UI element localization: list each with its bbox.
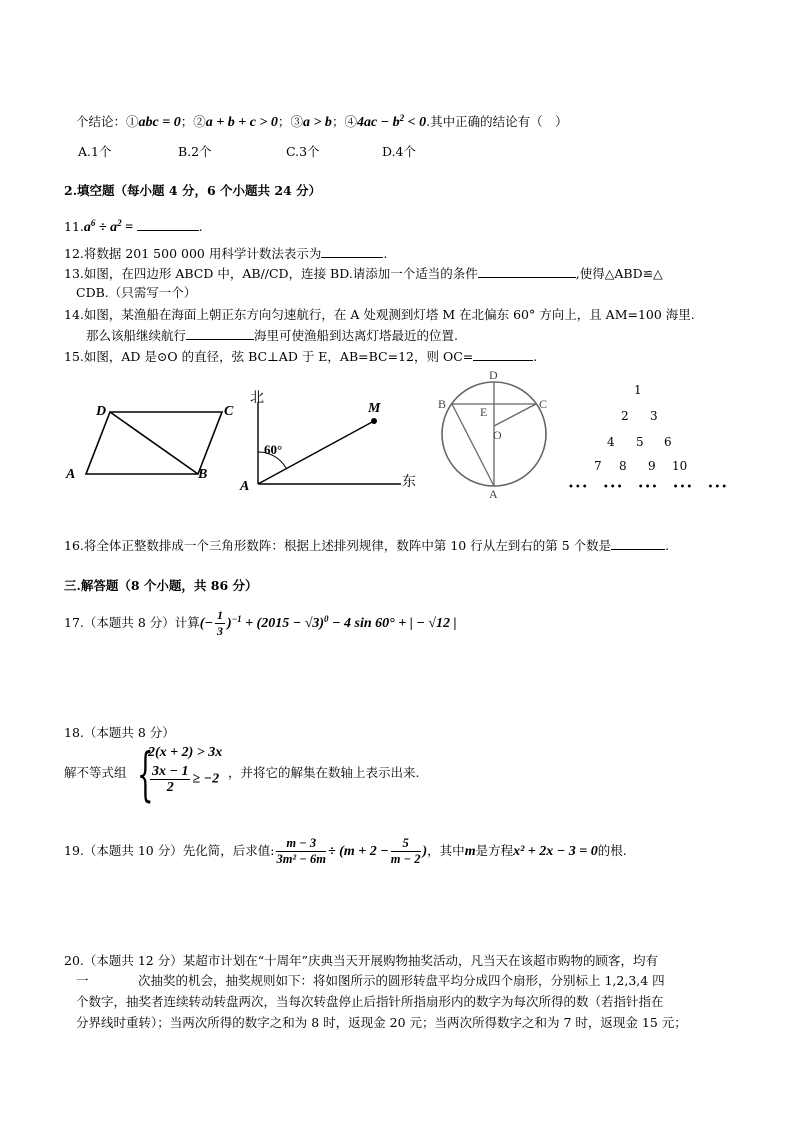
q17-open: (− xyxy=(199,616,213,631)
q11-div: ÷ xyxy=(95,220,111,236)
label-e: E xyxy=(480,405,488,419)
q13 xyxy=(64,265,663,282)
q17-den: 3 xyxy=(216,624,223,638)
q17-fraction xyxy=(215,608,225,639)
system-brace-icon: { xyxy=(137,740,154,808)
q18-ineq2 xyxy=(148,764,219,795)
q13-after: ,使得△ABD≌△ xyxy=(575,266,663,281)
q18-rel: ≥ −2 xyxy=(192,771,220,787)
q19-prefix: 19.（本题共 10 分）先化简，后求值: xyxy=(64,843,275,858)
option-a: A.1个 xyxy=(78,144,112,159)
label-c: C xyxy=(539,397,548,411)
q18-title: 18.（本题共 8 分） xyxy=(64,725,175,740)
q19-den1: 3m² − 6m xyxy=(276,852,326,866)
q19 xyxy=(64,836,627,867)
label-a: A xyxy=(489,487,498,501)
c4-exp: 2 xyxy=(399,113,405,123)
q11-base-b: a xyxy=(110,220,118,236)
q19-close: ) xyxy=(422,844,428,859)
label-c: C xyxy=(224,404,234,419)
c3-expr: a > b xyxy=(302,115,332,131)
q11-answer-blank[interactable] xyxy=(137,218,199,231)
q17-exp: −1 xyxy=(231,613,242,624)
q15-end: . xyxy=(533,349,538,364)
q14-pre: 那么该船继续航行 xyxy=(86,328,187,343)
q18-fraction xyxy=(150,764,190,795)
c2-mark: ② xyxy=(193,114,206,130)
label-north: 北 xyxy=(250,391,264,406)
q11-exp1: 6 xyxy=(90,218,96,228)
q12-end: . xyxy=(383,246,388,261)
q18-prefix: 解不等式组 xyxy=(64,765,127,780)
c3-mark: ③ xyxy=(290,114,303,130)
triangle-num: 2 xyxy=(621,409,629,423)
q20-line2b: 次抽奖的机会，抽奖规则如下：将如图所示的圆形转盘平均分成四个扇形，分别标上 1,2,3,4 四 xyxy=(138,973,665,988)
q14-line2 xyxy=(86,327,458,344)
q15-text: 15.如图，AD 是⊙O 的直径，弦 BC⊥AD 于 E，AB=BC=12，则 OC= xyxy=(64,349,474,364)
q18-suffix: ，并将它的解集在数轴上表示出来. xyxy=(228,765,420,780)
q13-text: 13.如图，在四边形 ABCD 中，AB//CD，连接 BD.请添加一个适当的条件 xyxy=(64,266,478,281)
label-d: D xyxy=(96,404,107,419)
q20-line2a: 一 xyxy=(76,973,89,988)
q13-answer-blank[interactable] xyxy=(478,265,576,278)
q19-fraction2 xyxy=(391,836,421,867)
q16-answer-blank[interactable] xyxy=(611,537,665,550)
label-d: D xyxy=(489,368,498,382)
q11-base-a: a xyxy=(83,220,91,236)
point-m xyxy=(371,418,377,424)
q14-answer-blank[interactable] xyxy=(186,327,254,340)
q17-close: ) xyxy=(226,616,232,631)
q14-post: 海里可使渔船到达离灯塔最近的位置. xyxy=(254,328,458,343)
q19-fraction1 xyxy=(276,836,326,867)
triangle-num: 4 xyxy=(607,435,615,449)
q12-answer-blank[interactable] xyxy=(321,245,383,258)
q20-line1: 20.（本题共 12 分）某超市计划在“十周年”庆典当天开展购物抽奖活动，凡当天在该超市购物的顾客，均有 xyxy=(64,953,659,968)
q11-end: . xyxy=(198,219,203,235)
sep: ； xyxy=(277,114,291,130)
q19-suffix-a: ，其中 xyxy=(427,843,465,858)
label-b: B xyxy=(198,467,208,482)
q19-equation: x² + 2x − 3 = 0 xyxy=(513,844,598,859)
triangle-ellipsis: ••• ••• ••• ••• ••• xyxy=(568,482,729,493)
c4-mark: ④ xyxy=(344,114,357,130)
label-o: O xyxy=(493,428,502,442)
q17-rest2: − 4 sin 60° + | − √12 | xyxy=(328,616,457,631)
triangle-num: 6 xyxy=(664,435,672,449)
q11 xyxy=(64,215,203,236)
triangle-num: 3 xyxy=(650,409,658,423)
q19-den2: m − 2 xyxy=(390,852,421,866)
segment-oc xyxy=(494,404,536,426)
q20-line3: 个数字，抽奖者连续转动转盘两次，当每次转盘停止后指针所指扇形内的数字为每次所得的数（若指针指在 xyxy=(76,994,664,1009)
q17-rest: + (2015 − √3) xyxy=(241,616,325,631)
triangle-num: 8 xyxy=(619,459,627,473)
section3-heading: 三.解答题（8 个小题，共 86 分） xyxy=(64,578,258,593)
q19-suffix-b: 是方程 xyxy=(475,843,514,858)
q18-den: 2 xyxy=(166,780,174,795)
c4-expr: 4ac − b xyxy=(356,115,400,131)
q15-answer-blank[interactable] xyxy=(473,348,533,361)
q11-exp2: 2 xyxy=(117,218,122,228)
q15 xyxy=(64,348,537,365)
q20-line4: 分界线时重转）；当两次所得的数字之和为 8 时，返现金 20 元；当两次所得数字之和为 7 时，返现金 15 元； xyxy=(76,1015,687,1030)
figure-number-triangle xyxy=(568,376,729,496)
c2-expr: a + b + c > 0 xyxy=(205,115,278,131)
option-c: C.3个 xyxy=(286,144,320,159)
q11-eq: = xyxy=(121,220,137,236)
q19-suffix-c: 的根. xyxy=(597,843,627,858)
q13-line2: CDB.（只需写一个） xyxy=(76,285,197,300)
label-b: B xyxy=(438,397,447,411)
option-b: B.2个 xyxy=(178,144,212,159)
option-d: D.4个 xyxy=(382,144,417,159)
c4-expr-end: < 0 xyxy=(404,115,427,131)
q16-end: . xyxy=(665,538,670,553)
q19-mid: ÷ (m + 2 − xyxy=(327,844,389,859)
q17 xyxy=(64,608,457,639)
triangle-num: 7 xyxy=(594,459,602,473)
triangle-num: 9 xyxy=(648,459,656,473)
triangle-num: 10 xyxy=(672,459,688,473)
q19-num1: m − 3 xyxy=(276,836,326,852)
q18-ineq1: 2(x + 2) > 3x xyxy=(148,745,223,760)
q11-num: 11. xyxy=(64,219,84,235)
sep: ； xyxy=(331,114,345,130)
label-a: A xyxy=(240,479,250,494)
c1-mark: ① xyxy=(126,114,139,130)
q18-num: 3x − 1 xyxy=(152,764,189,779)
figure-bearing xyxy=(236,382,426,494)
q17-prefix: 17.（本题共 8 分）计算 xyxy=(64,615,200,630)
triangle-num: 5 xyxy=(636,435,644,449)
label-angle: 60° xyxy=(264,442,283,457)
q19-var: m xyxy=(464,844,476,859)
triangle-num: 1 xyxy=(634,383,642,397)
label-a: A xyxy=(66,467,76,482)
q10-prefix: 个结论： xyxy=(76,114,127,130)
figure-circle xyxy=(432,366,556,502)
q19-num2: 5 xyxy=(391,836,421,852)
q17-exp0: 0 xyxy=(324,613,329,624)
q16-text: 16.将全体正整数排成一个三角形数阵：根据上述排列规律，数阵中第 10 行从左到右的第 5 个数是 xyxy=(64,538,612,553)
sep: ； xyxy=(180,114,194,130)
section2-heading: 2.填空题（每小题 4 分，6 个小题共 24 分） xyxy=(64,183,322,198)
q12-text: 12.将数据 201 500 000 用科学计数法表示为 xyxy=(64,246,322,261)
q10-suffix: .其中正确的结论有（ ） xyxy=(426,114,568,130)
q14-line1: 14.如图，某渔船在海面上朝正东方向匀速航行，在 A 处观测到灯塔 M 在北偏东 60° 方向上，且 AM=100 海里. xyxy=(64,307,695,322)
segment-ab xyxy=(452,404,494,486)
label-m: M xyxy=(368,401,381,416)
figure-parallelogram xyxy=(62,398,242,488)
diagonal-bd xyxy=(110,412,198,474)
q12 xyxy=(64,245,387,262)
q16 xyxy=(64,537,669,554)
label-east: 东 xyxy=(402,475,416,490)
c1-expr: abc = 0 xyxy=(138,115,181,131)
q17-num: 1 xyxy=(216,608,223,622)
q10-conclusions xyxy=(76,110,568,131)
